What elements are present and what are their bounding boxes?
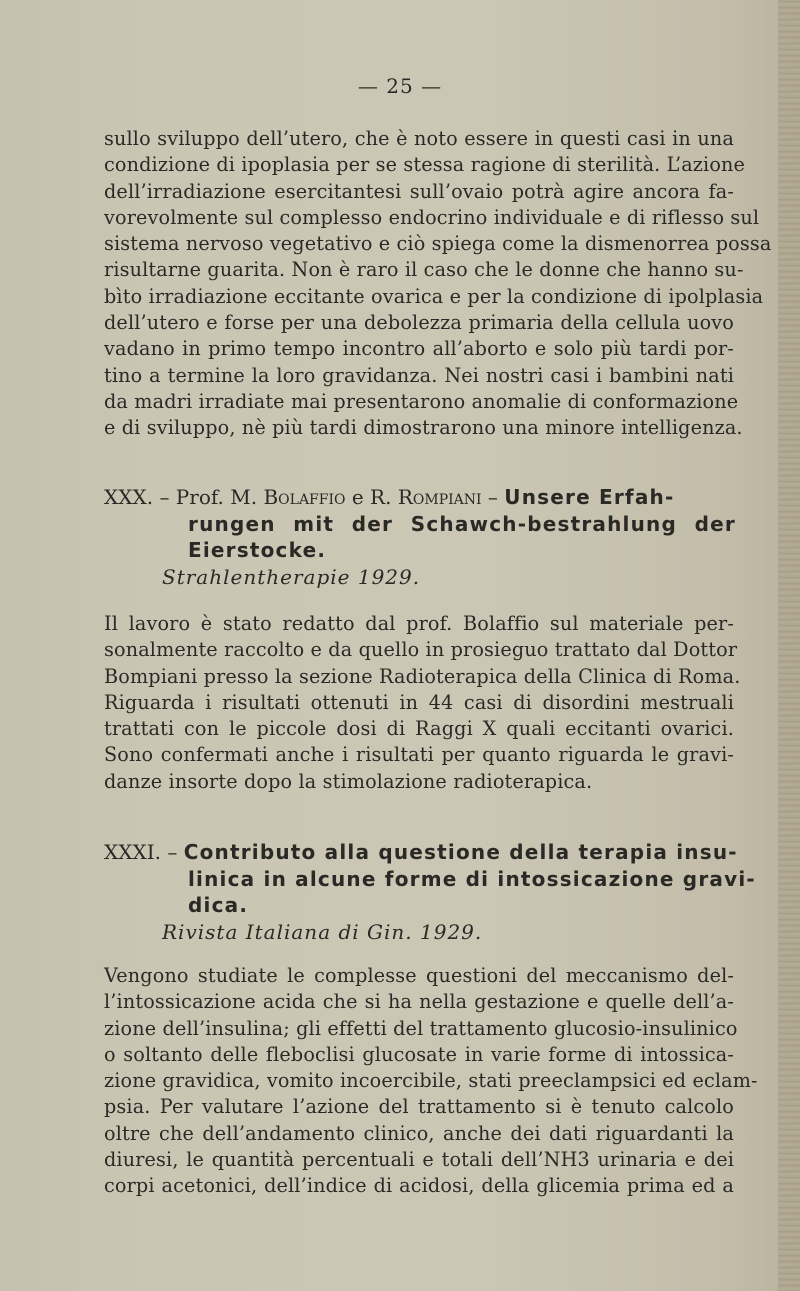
text-line: sonalmente raccolto e da quello in prosieguo trattato dal Dottor xyxy=(104,638,738,662)
text-line: bìto irradiazione eccitante ovarica e per la condizione di ipolplasia xyxy=(104,284,764,308)
article-title: Unsere Erfah- xyxy=(504,485,675,509)
text-line: Il lavoro è stato redatto dal prof. Bolaffio sul materiale per- xyxy=(104,612,734,635)
section-number: XXX. xyxy=(104,485,154,509)
text-line: risultarne guarita. Non è raro il caso che le donne che hanno su- xyxy=(104,258,744,282)
section-30-body xyxy=(104,611,741,795)
text-line: oltre che dell’andamento clinico, anche dei dati riguardanti la xyxy=(104,1121,734,1145)
text-line: danze insorte dopo la stimolazione radioterapica. xyxy=(104,769,593,793)
text-line: vadano in primo tempo incontro all’aborto e solo più tardi por- xyxy=(104,337,734,361)
text-line: Bompiani presso la sezione Radioterapica della Clinica di Roma. xyxy=(104,664,741,688)
authors-joiner: e R. xyxy=(351,485,392,509)
text-line: l’intossicazione acida che si ha nella gestazione e quelle dell’a- xyxy=(104,990,734,1014)
authors-prefix: Prof. M. xyxy=(175,485,258,509)
article-title: Contributo alla questione della terapia insu- xyxy=(183,840,738,864)
article-title: dica. xyxy=(188,893,249,917)
text-line: dell’utero e forse per una debolezza primaria della cellula uovo xyxy=(104,311,734,335)
section-30-heading xyxy=(104,484,736,590)
heading-dash: – xyxy=(167,840,178,864)
section-31-body xyxy=(104,963,758,1200)
journal-citation: Strahlentherapie 1929. xyxy=(162,564,421,589)
article-title: linica in alcune forme di intossicazione gravi- xyxy=(188,866,756,891)
text-line: psia. Per valutare l’azione del trattamento si è tenuto calcolo xyxy=(104,1095,734,1119)
journal-citation: Rivista Italiana di Gin. 1929. xyxy=(162,919,483,944)
text-line: e di sviluppo, nè più tardi dimostrarono una minore intelligenza. xyxy=(104,416,743,440)
author-name: Rompiani xyxy=(397,485,482,509)
author-name: Bolaffio xyxy=(263,485,346,509)
text-line: vorevolmente sul complesso endocrino individuale e di riflesso sul xyxy=(104,205,760,229)
text-line: zione gravidica, vomito incoercibile, stati preeclampsici ed eclam- xyxy=(104,1069,758,1093)
heading-dash: – xyxy=(159,485,170,509)
heading-line xyxy=(104,839,736,866)
text-line: tino a termine la loro gravidanza. Nei nostri casi i bambini nati xyxy=(104,363,734,387)
text-line: diuresi, le quantità percentuali e totali dell’NH3 urinaria e dei xyxy=(104,1148,734,1172)
text-line: corpi acetonici, dell’indice di acidosi, della glicemia prima ed a xyxy=(104,1174,734,1198)
text-line: zione dell’insulina; gli effetti del trattamento glucosio-insulinico xyxy=(104,1016,738,1040)
text-line: dell’irradiazione esercitantesi sull’ovaio potrà agire ancora fa- xyxy=(104,179,734,203)
text-line: sistema nervoso vegetativo e ciò spiega come la dismenorrea possa xyxy=(104,232,772,256)
text-line: da madri irradiate mai presentarono anomalie di conformazione xyxy=(104,389,739,413)
text-line: o soltanto delle fleboclisi glucosate in varie forme di intossica- xyxy=(104,1042,734,1066)
heading-line xyxy=(104,484,736,511)
paragraph-continuation xyxy=(104,126,772,442)
article-title: Eierstocke. xyxy=(188,538,327,562)
text-line: Vengono studiate le complesse questioni del meccanismo del- xyxy=(104,964,734,987)
heading-dash: – xyxy=(487,485,498,509)
text-line: Riguarda i risultati ottenuti in 44 casi di disordini mestruali xyxy=(104,690,734,714)
section-number: XXXI. xyxy=(104,840,161,864)
text-line: trattati con le piccole dosi di Raggi X quali eccitanti ovarici. xyxy=(104,717,734,741)
text-line: sullo sviluppo dell’utero, che è noto essere in questi casi in una xyxy=(104,127,734,150)
page-edge xyxy=(778,0,800,1291)
text-line: Sono confermati anche i risultati per quanto riguarda le gravi- xyxy=(104,743,734,767)
page-number: — 25 — xyxy=(357,74,443,98)
text-line: condizione di ipoplasia per se stessa ragione di sterilità. L’azione xyxy=(104,153,746,177)
section-31-heading xyxy=(104,839,756,945)
article-title: rungen mit der Schawch-bestrahlung der xyxy=(188,511,736,536)
